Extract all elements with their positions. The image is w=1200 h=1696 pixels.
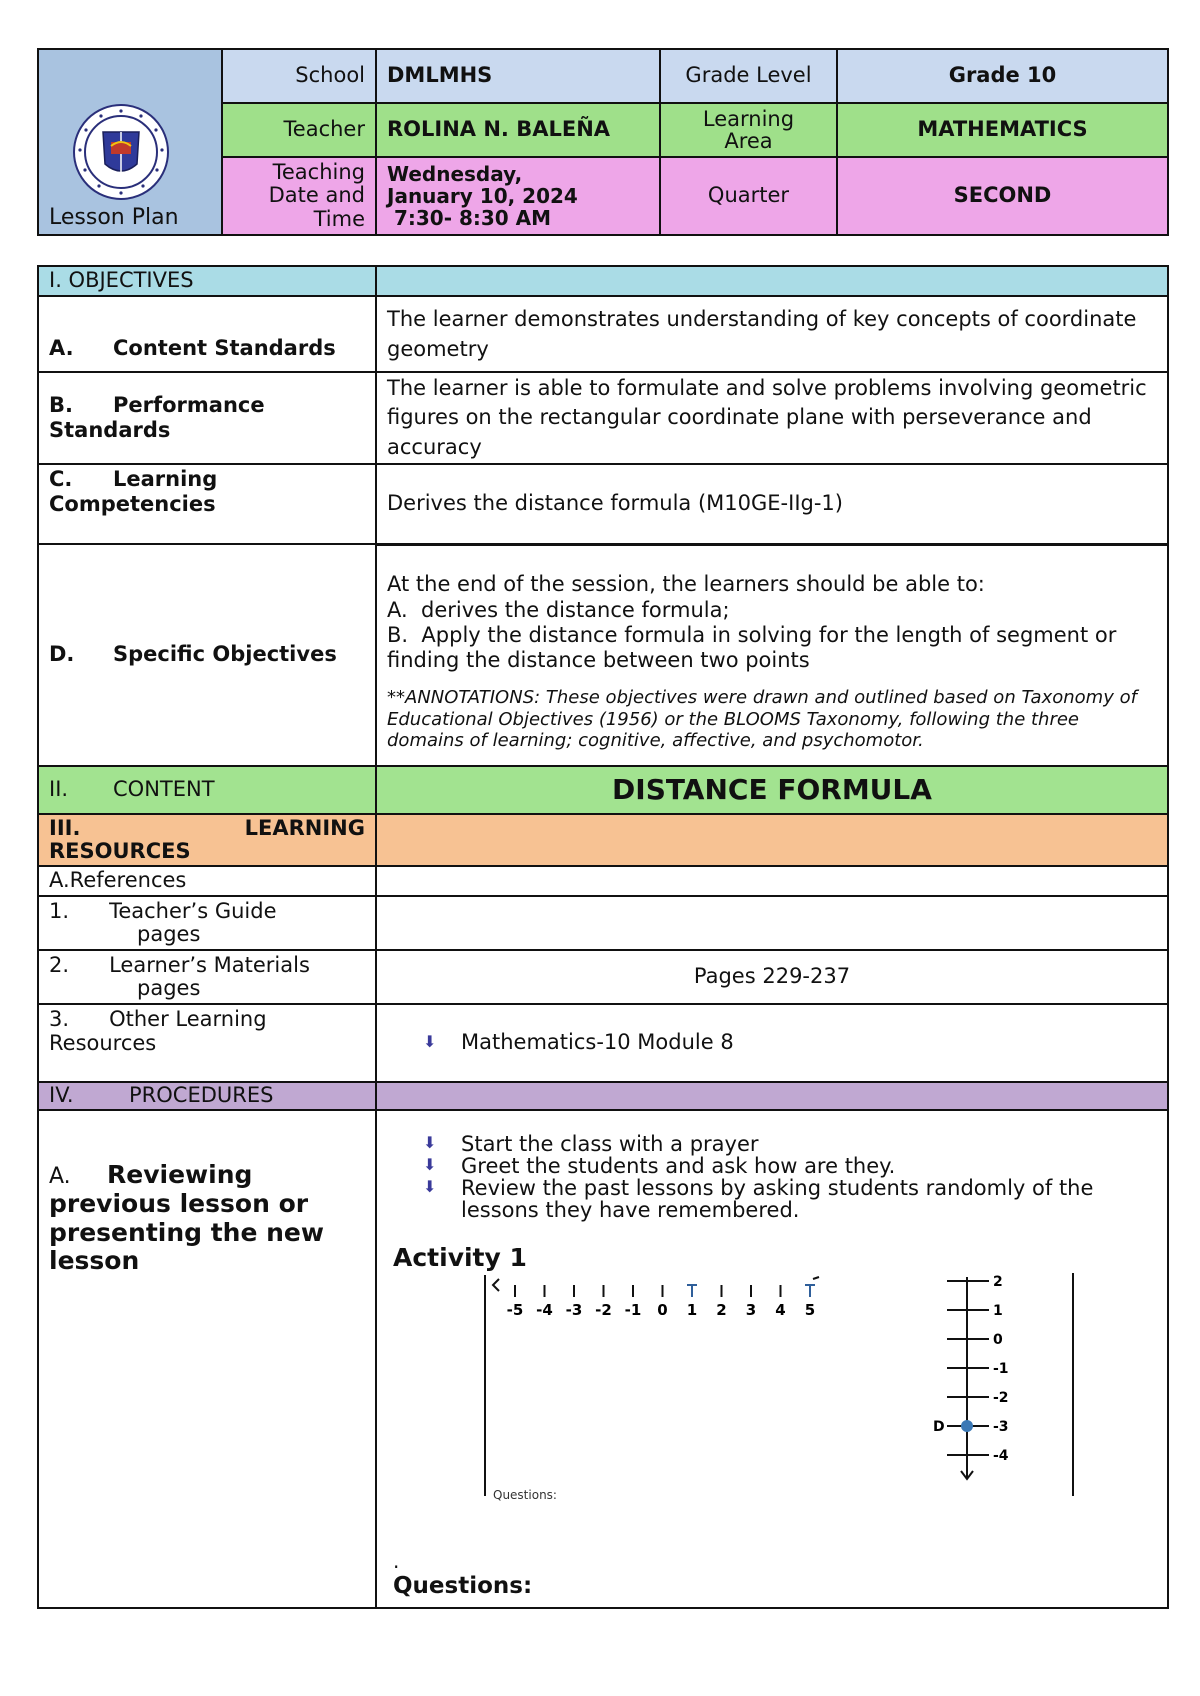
cropped-questions-text: Questions: (493, 1488, 557, 1502)
learners-materials-line2: pages (137, 976, 201, 1000)
vertical-axis-label: -1 (993, 1361, 1009, 1378)
number-line-right-arrow-icon (813, 1277, 819, 1279)
procedure-bullet (409, 1155, 1157, 1177)
procedures-heading-filler (376, 1082, 1168, 1110)
objectives-annotation: **ANNOTATIONS: These objectives were drawn and outlined based on Taxonomy of Educational Objectives (1956) or the BLOOMS Taxonomy, following the three domains of learning; cognitive, affective, and psychomotor. (387, 687, 1137, 752)
content-standards-label (38, 296, 376, 372)
learning-resources-heading-line2: RESOURCES (49, 839, 191, 863)
grade-level-value: Grade 10 (837, 49, 1168, 103)
vertical-axis-label: 2 (993, 1274, 1003, 1291)
number-line-label: -3 (565, 1301, 583, 1320)
number-line-label: 5 (804, 1301, 816, 1320)
learning-resources-filler (376, 814, 1168, 866)
point-d-label: D (933, 1419, 945, 1436)
arrow-down-bullet-icon: ⬇ (423, 1032, 437, 1052)
number-line-left-arrow-icon (493, 1279, 499, 1291)
arrow-down-bullet-icon: ⬇ (423, 1133, 437, 1152)
learning-area-label-line1: Learning (702, 106, 795, 131)
references-label: A.References (38, 866, 376, 896)
other-resources-line2: Resources (49, 1031, 157, 1056)
horizontal-number-line (493, 1277, 819, 1319)
reviewing-lesson-label-line3: presenting the new (49, 1217, 324, 1247)
reviewing-lesson-letter: A. (49, 1164, 71, 1189)
reviewing-lesson-label (38, 1110, 376, 1608)
teaching-date-label-line2: Date and (268, 183, 365, 208)
teachers-guide-line1: 1. Teacher’s Guide (49, 898, 277, 923)
procedures-heading (38, 1082, 376, 1110)
questions-label: Questions: (393, 1573, 533, 1600)
performance-standards-label-line1: Performance (113, 392, 265, 417)
number-line-label: 1 (686, 1301, 698, 1320)
specific-objective-b: B. Apply the distance formula in solving for the length of segment or finding the distance between two points (387, 622, 1124, 673)
specific-objectives-intro: At the end of the session, the learners should be able to: (387, 572, 985, 597)
performance-standards-text: The learner is able to formulate and solve problems involving geometric figures on the rectangular coordinate plane with perseverance and accuracy (376, 372, 1168, 464)
vertical-axis-label: 1 (993, 1303, 1003, 1320)
learning-area-value: MATHEMATICS (837, 103, 1168, 157)
quarter-value: SECOND (837, 157, 1168, 235)
activity-figures (387, 1271, 1157, 1501)
learners-materials-label (38, 950, 376, 1004)
content-standards-letter: A. (49, 335, 74, 360)
content-standards-text-label: Content Standards (113, 335, 336, 360)
deped-seal-icon (71, 102, 171, 202)
teacher-label: Teacher (222, 103, 376, 157)
performance-standards-label-line2: Standards (49, 418, 171, 442)
content-heading-num: II. (49, 777, 69, 802)
lesson-plan-caption: Lesson Plan (49, 204, 179, 230)
teaching-date: January 10, 2024 (387, 184, 578, 208)
reviewing-lesson-label-line1: Reviewing (107, 1160, 253, 1189)
other-resources-label (38, 1004, 376, 1082)
logo-cell (38, 49, 222, 235)
reviewing-lesson-label-line4: lesson (49, 1246, 140, 1276)
procedure-bullet-text: Review the past lessons by asking students randomly of the lessons they have remembered. (461, 1176, 1094, 1223)
performance-standards-letter: B. (49, 392, 73, 417)
learning-competencies-letter: C. (49, 467, 73, 491)
reviewing-lesson-content (376, 1110, 1168, 1608)
procedure-bullet-text: Greet the students and ask how are they. (461, 1154, 896, 1179)
number-line-label: 4 (775, 1301, 786, 1320)
teachers-guide-value (376, 896, 1168, 950)
teaching-date-label-line1: Teaching (272, 160, 365, 185)
content-heading-label: CONTENT (113, 777, 215, 802)
performance-standards-label (38, 372, 376, 464)
learners-materials-value: Pages 229-237 (376, 950, 1168, 1004)
teaching-time: 7:30- 8:30 AM (387, 206, 552, 230)
learning-resources-heading (38, 814, 376, 866)
content-heading (38, 766, 376, 814)
learning-competencies-text: Derives the distance formula (M10GE-IIg-1) (376, 464, 1168, 544)
teaching-day: Wednesday, (387, 162, 523, 186)
specific-objective-a: A. derives the distance formula; (387, 597, 730, 622)
learners-materials-line1: 2. Learner’s Materials (49, 952, 310, 977)
teaching-date-label (222, 157, 376, 235)
specific-objectives-text-label: Specific Objectives (113, 642, 337, 667)
other-resources-line1: 3. Other Learning (49, 1007, 267, 1031)
arrow-down-bullet-icon: ⬇ (423, 1155, 437, 1175)
teachers-guide-line2: pages (137, 922, 201, 946)
learning-competencies-label-line2: Competencies (49, 492, 216, 517)
school-label: School (222, 49, 376, 103)
number-lines-figure (387, 1271, 1147, 1501)
vertical-axis-label: -4 (993, 1448, 1009, 1465)
vertical-axis-label: 0 (993, 1332, 1003, 1349)
learning-resources-num: III. (49, 815, 81, 840)
references-value (376, 866, 1168, 896)
grade-level-label: Grade Level (660, 49, 837, 103)
other-resources-item: Mathematics-10 Module 8 (461, 1030, 734, 1055)
content-standards-text: The learner demonstrates understanding of key concepts of coordinate geometry (376, 296, 1168, 372)
point-d-marker (961, 1420, 973, 1432)
procedure-bullet (409, 1177, 1157, 1221)
specific-objectives-letter: D. (49, 642, 75, 667)
lesson-table (37, 265, 1169, 1609)
number-line-label: -5 (506, 1301, 524, 1320)
objectives-heading-filler (376, 266, 1168, 296)
number-line-label: 2 (716, 1301, 727, 1320)
learning-competencies-label (38, 464, 376, 544)
number-line-label: 3 (745, 1301, 757, 1320)
procedures-heading-num: IV. (49, 1083, 74, 1108)
teachers-guide-label (38, 896, 376, 950)
number-line-label: -1 (624, 1301, 642, 1320)
arrow-down-bullet-icon: ⬇ (423, 1177, 437, 1197)
procedures-heading-label: PROCEDURES (129, 1083, 274, 1108)
teaching-date-label-line3: Time (313, 206, 365, 231)
school-value: DMLMHS (376, 49, 660, 103)
teaching-date-value (376, 157, 660, 235)
number-line-label: -2 (595, 1301, 612, 1320)
activity-title: Activity 1 (393, 1243, 527, 1273)
number-line-label: 0 (657, 1301, 668, 1320)
dot-marker: . (393, 1549, 400, 1574)
content-title: DISTANCE FORMULA (376, 766, 1168, 814)
vertical-axis-label: -3 (993, 1419, 1009, 1436)
procedure-bullet (409, 1133, 1157, 1155)
vertical-axis-label: -2 (993, 1390, 1009, 1407)
procedure-bullet-text: Start the class with a prayer (461, 1132, 759, 1156)
learning-area-label (660, 103, 837, 157)
quarter-label: Quarter (660, 157, 837, 235)
teacher-value: ROLINA N. BALEÑA (376, 103, 660, 157)
objectives-heading: I. OBJECTIVES (38, 266, 376, 296)
specific-objectives-label (38, 544, 376, 766)
reviewing-lesson-label-line2: previous lesson or (49, 1188, 309, 1218)
learning-resources-heading-line1: LEARNING (244, 815, 365, 840)
number-line-label: -4 (536, 1301, 553, 1320)
other-resources-value (376, 1004, 1168, 1082)
header-table (37, 48, 1169, 236)
vertical-number-line (933, 1274, 1009, 1479)
specific-objectives-text (376, 544, 1168, 766)
learning-area-label-line2: Area (724, 129, 773, 153)
learning-competencies-label-line1: Learning (113, 467, 218, 491)
